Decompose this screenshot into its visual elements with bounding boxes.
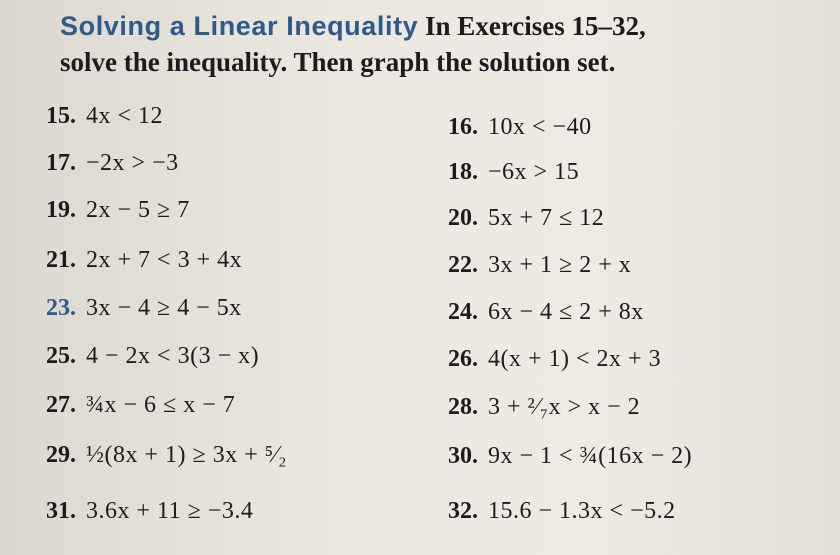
- exercise-expression: 10x < −40: [488, 114, 592, 140]
- exercise-16: [448, 112, 592, 142]
- exercise-number: 29.: [46, 442, 76, 468]
- exercise-24: [448, 297, 644, 327]
- exercise-26: [448, 344, 661, 374]
- exercise-15: [46, 101, 163, 131]
- exercise-32: [448, 496, 676, 526]
- exercise-number: 17.: [46, 150, 76, 176]
- exercise-expression: 9x − 1 < ¾(16x − 2): [488, 443, 693, 469]
- exercise-17: [46, 148, 179, 178]
- exercise-number: 32.: [448, 498, 478, 524]
- exercise-21: [46, 245, 242, 275]
- exercise-number: 25.: [46, 343, 76, 369]
- exercise-25: [46, 341, 259, 371]
- heading-instructions-2: solve the inequality. Then graph the solution set.: [60, 47, 616, 77]
- exercise-expression: 15.6 − 1.3x < −5.2: [488, 498, 676, 524]
- exercise-number: 19.: [46, 197, 76, 223]
- exercise-20: [448, 203, 604, 233]
- exercise-28: [448, 392, 640, 422]
- exercise-30: [448, 441, 692, 471]
- exercise-number: 31.: [46, 498, 76, 524]
- exercise-number: 30.: [448, 443, 478, 469]
- exercise-number: 20.: [448, 205, 478, 231]
- exercise-expression: −2x > −3: [86, 150, 179, 176]
- exercise-expression: ¾x − 6 ≤ x − 7: [86, 392, 236, 418]
- exercise-23: [46, 293, 242, 323]
- exercise-number: 24.: [448, 299, 478, 325]
- exercise-number: 18.: [448, 159, 478, 185]
- exercise-27: [46, 390, 235, 420]
- exercise-number: 21.: [46, 247, 76, 273]
- exercise-number: 15.: [46, 103, 76, 129]
- exercise-number: 16.: [448, 114, 478, 140]
- section-heading: [60, 8, 830, 80]
- exercise-expression: 6x − 4 ≤ 2 + 8x: [488, 299, 644, 325]
- exercise-expression: 3 + ²⁄₇x > x − 2: [488, 394, 641, 420]
- exercise-expression: 2x − 5 ≥ 7: [86, 197, 190, 223]
- exercise-expression: 4 − 2x < 3(3 − x): [86, 343, 260, 369]
- exercise-expression: 3.6x + 11 ≥ −3.4: [86, 498, 254, 524]
- exercise-expression: ½(8x + 1) ≥ 3x + ⁵⁄₂: [86, 442, 287, 468]
- exercise-expression: 4x < 12: [86, 103, 164, 129]
- heading-title: Solving a Linear Inequality: [60, 11, 419, 41]
- exercise-29: [46, 440, 287, 470]
- exercise-number: 26.: [448, 346, 478, 372]
- exercise-expression: 3x − 4 ≥ 4 − 5x: [86, 295, 242, 321]
- exercise-expression: −6x > 15: [488, 159, 580, 185]
- exercise-expression: 3x + 1 ≥ 2 + x: [488, 252, 632, 278]
- exercise-expression: 4(x + 1) < 2x + 3: [488, 346, 662, 372]
- exercise-number: 22.: [448, 252, 478, 278]
- heading-line-1: [60, 8, 830, 44]
- heading-instructions-1: In Exercises 15–32,: [418, 11, 646, 41]
- exercise-number: 23.: [46, 295, 76, 321]
- exercise-number: 28.: [448, 394, 478, 420]
- exercise-expression: 2x + 7 < 3 + 4x: [86, 247, 243, 273]
- exercise-19: [46, 195, 190, 225]
- exercise-number: 27.: [46, 392, 76, 418]
- exercise-22: [448, 250, 631, 280]
- exercise-31: [46, 496, 253, 526]
- exercise-18: [448, 157, 579, 187]
- exercise-expression: 5x + 7 ≤ 12: [488, 205, 605, 231]
